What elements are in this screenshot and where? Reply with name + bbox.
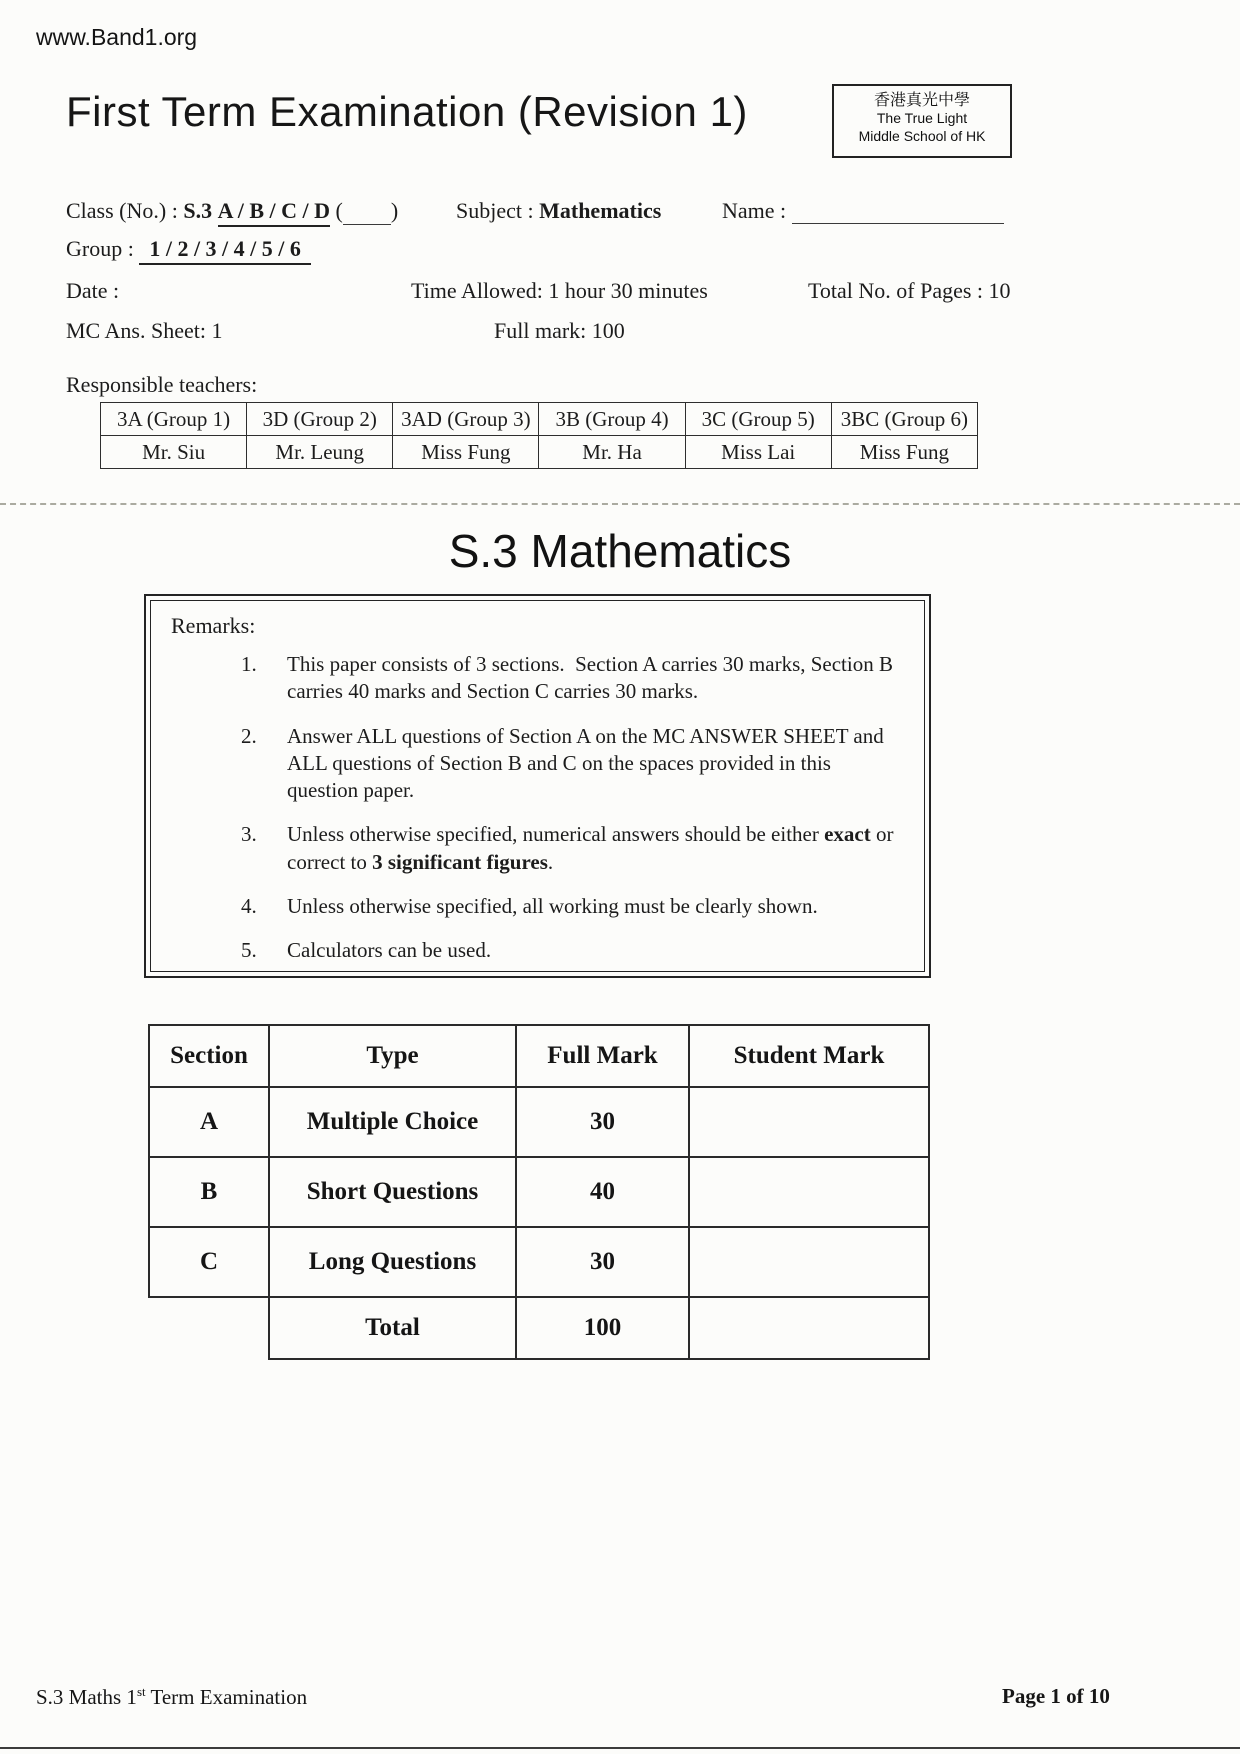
remark-text: Answer ALL questions of Section A on the MC ANSWER SHEET and ALL questions of Section B and C on the spaces provided in this question paper. bbox=[287, 723, 888, 803]
date-time-pages-row bbox=[66, 278, 1176, 310]
name-blank-field bbox=[792, 200, 1004, 224]
name-field bbox=[722, 198, 1004, 224]
marks-header-full-mark: Full Mark bbox=[516, 1025, 689, 1087]
remark-number: 5. bbox=[241, 938, 257, 963]
footer-text-part: S.3 Maths 1 bbox=[36, 1685, 137, 1709]
marks-header-section: Section bbox=[149, 1025, 269, 1087]
marks-studentmark-cell bbox=[689, 1087, 929, 1157]
marks-fullmark-cell: 100 bbox=[516, 1297, 689, 1359]
group-options: 1 / 2 / 3 / 4 / 5 / 6 bbox=[139, 236, 311, 265]
marks-type-cell: Long Questions bbox=[269, 1227, 516, 1297]
subject-value: Mathematics bbox=[539, 198, 662, 223]
remark-text-part: or correct to bbox=[287, 822, 899, 874]
group-field bbox=[66, 236, 311, 262]
teacher-group-cell: 3D (Group 2) bbox=[247, 403, 393, 436]
teacher-name-cell: Miss Fung bbox=[831, 436, 977, 469]
class-subject-name-row bbox=[66, 198, 1176, 230]
teachers-names-row bbox=[101, 436, 978, 469]
remark-item-3 bbox=[241, 821, 904, 876]
teacher-group-cell: 3B (Group 4) bbox=[539, 403, 685, 436]
class-paren-close: ) bbox=[390, 198, 399, 223]
remarks-label: Remarks: bbox=[171, 613, 256, 638]
marks-section-cell: A bbox=[149, 1087, 269, 1157]
teacher-group-cell: 3BC (Group 6) bbox=[831, 403, 977, 436]
class-field bbox=[66, 198, 398, 225]
remark-number: 2. bbox=[241, 723, 257, 748]
scan-bottom-edge-line bbox=[0, 1747, 1240, 1749]
remark-item-1 bbox=[241, 651, 904, 706]
teacher-name-cell: Miss Fung bbox=[393, 436, 539, 469]
responsible-teachers-label: Responsible teachers: bbox=[66, 372, 258, 397]
teacher-name-cell: Miss Lai bbox=[685, 436, 831, 469]
page-title: First Term Examination (Revision 1) bbox=[66, 88, 748, 135]
marks-studentmark-cell bbox=[689, 1227, 929, 1297]
class-paren-open: ( bbox=[335, 198, 343, 223]
remark-text-bold: exact bbox=[824, 822, 871, 847]
marks-fullmark-cell: 30 bbox=[516, 1227, 689, 1297]
marks-row-b bbox=[149, 1157, 929, 1227]
marks-header-student-mark: Student Mark bbox=[689, 1025, 929, 1087]
remark-item-5 bbox=[241, 937, 904, 964]
school-name-english-line1: The True Light bbox=[876, 110, 968, 127]
marks-fullmark-cell: 40 bbox=[516, 1157, 689, 1227]
teachers-table-container bbox=[100, 402, 978, 469]
marks-type-cell: Total bbox=[269, 1297, 516, 1359]
marks-header-row bbox=[149, 1025, 929, 1087]
teacher-name-cell: Mr. Leung bbox=[247, 436, 393, 469]
remark-number: 4. bbox=[241, 894, 257, 919]
full-mark-text: Full mark: 100 bbox=[494, 318, 625, 343]
remark-text: Calculators can be used. bbox=[287, 938, 492, 963]
remarks-box-inner-border bbox=[150, 600, 925, 972]
remark-item-4 bbox=[241, 893, 904, 920]
dashed-divider bbox=[0, 503, 1240, 505]
marks-type-cell: Multiple Choice bbox=[269, 1087, 516, 1157]
subject-label: Subject : bbox=[456, 198, 534, 223]
mc-ans-sheet-text: MC Ans. Sheet: 1 bbox=[66, 318, 223, 343]
remark-text-part: . bbox=[547, 849, 554, 874]
group-row bbox=[66, 236, 1176, 268]
marks-header-type: Type bbox=[269, 1025, 516, 1087]
remarks-box bbox=[144, 594, 931, 978]
footer-superscript: st bbox=[136, 1684, 146, 1699]
class-value: S.3 bbox=[183, 198, 213, 223]
teachers-groups-row bbox=[101, 403, 978, 436]
subject-field bbox=[456, 198, 661, 224]
remark-text: Unless otherwise specified, all working must be clearly shown. bbox=[287, 894, 818, 919]
remark-text-bold: 3 significant figures bbox=[372, 849, 548, 874]
group-label: Group : bbox=[66, 236, 134, 261]
subject-heading: S.3 Mathematics bbox=[448, 525, 792, 577]
marks-section-cell: C bbox=[149, 1227, 269, 1297]
marks-table-container bbox=[148, 1024, 928, 1360]
site-watermark: www.Band1.org bbox=[36, 24, 198, 50]
remark-number: 1. bbox=[241, 652, 257, 676]
remark-number: 3. bbox=[241, 822, 257, 847]
teachers-table bbox=[100, 402, 978, 469]
footer-text-part: Term Examination bbox=[145, 1685, 308, 1709]
teacher-group-cell: 3A (Group 1) bbox=[101, 403, 247, 436]
footer-document-title bbox=[36, 1684, 307, 1710]
teacher-name-cell: Mr. Ha bbox=[539, 436, 685, 469]
teacher-group-cell: 3C (Group 5) bbox=[685, 403, 831, 436]
marks-fullmark-cell: 30 bbox=[516, 1087, 689, 1157]
school-name-english-line2: Middle School of HK bbox=[858, 127, 986, 144]
total-pages-text: Total No. of Pages : 10 bbox=[808, 278, 1011, 303]
remark-text bbox=[287, 821, 904, 876]
teacher-name-cell: Mr. Siu bbox=[101, 436, 247, 469]
marks-section-cell: B bbox=[149, 1157, 269, 1227]
marks-row-a bbox=[149, 1087, 929, 1157]
school-name-box bbox=[832, 84, 1012, 158]
marks-section-cell-empty bbox=[149, 1297, 269, 1359]
class-options: A / B / C / D bbox=[218, 198, 330, 227]
time-allowed-text: Time Allowed: 1 hour 30 minutes bbox=[411, 278, 708, 303]
class-number-blank-field bbox=[343, 201, 391, 225]
teacher-group-cell: 3AD (Group 3) bbox=[393, 403, 539, 436]
date-label: Date : bbox=[66, 278, 120, 303]
marks-type-cell: Short Questions bbox=[269, 1157, 516, 1227]
remark-text-part: Unless otherwise specified, numerical answers should be either bbox=[287, 822, 825, 847]
remark-item-2 bbox=[241, 723, 904, 805]
school-name-chinese: 香港真光中學 bbox=[873, 92, 970, 109]
remark-text: This paper consists of 3 sections. Section A carries 30 marks, Section B carries 40 marks and Section C carries 30 marks. bbox=[287, 652, 899, 704]
marks-studentmark-cell bbox=[689, 1297, 929, 1359]
marks-row-total bbox=[149, 1297, 929, 1359]
marks-row-c bbox=[149, 1227, 929, 1297]
marks-summary-table bbox=[148, 1024, 930, 1360]
footer-page-number: Page 1 of 10 bbox=[1002, 1684, 1110, 1708]
marks-studentmark-cell bbox=[689, 1157, 929, 1227]
name-label: Name : bbox=[722, 198, 787, 223]
class-label: Class (No.) : bbox=[66, 198, 178, 223]
mc-fullmark-row bbox=[66, 318, 1176, 350]
